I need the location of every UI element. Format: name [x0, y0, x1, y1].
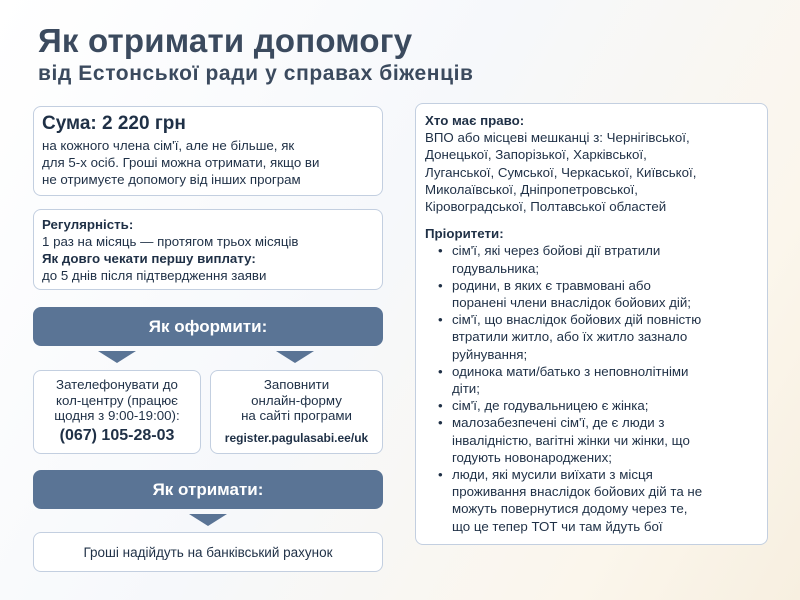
priority-item — [425, 277, 758, 311]
amount-line: на кожного члена сім'ї, але не більше, як — [42, 138, 295, 153]
priority-line: • сім'ї, де годувальницею є жінка; — [452, 398, 649, 414]
priorities-heading: Пріоритети: — [425, 226, 504, 242]
phone-number[interactable]: (067) 105-28-03 — [59, 426, 175, 444]
arrow-down-icon — [189, 514, 227, 526]
priority-line: що це тепер ТОТ чи там йдуть бої — [452, 518, 663, 534]
page-title: Як отримати допомогу — [38, 22, 413, 59]
call-line: щодня з 9:00-19:00): — [54, 408, 180, 423]
bank-account-text: Гроші надійдуть на банківський рахунок — [83, 544, 333, 560]
online-form-card — [210, 370, 383, 454]
priority-line: інвалідністю, вагітні жінки чи жінки, що — [452, 432, 690, 448]
eligibility-card — [415, 103, 768, 545]
eligibility-line: Донецької, Запорізької, Харківської, — [425, 147, 647, 163]
priority-item — [425, 242, 758, 276]
priority-line: годувальника; — [452, 260, 540, 276]
priority-line: • люди, які мусили виїхати з місця — [452, 467, 653, 483]
amount-heading: Сума: 2 220 грн — [42, 113, 186, 134]
how-to-apply-banner: Як оформити: — [33, 307, 383, 346]
eligibility-line: Миколаївської, Дніпропетровської, — [425, 181, 638, 197]
regularity-value: 1 раз на місяць — протягом трьох місяців — [42, 234, 299, 249]
priority-item — [425, 363, 758, 397]
priority-line: • родини, в яких є травмовані або — [452, 277, 651, 293]
priority-line: • сім'ї, що внаслідок бойових дій повністю — [452, 312, 702, 328]
registration-link[interactable]: register.pagulasabi.ee/uk — [224, 430, 369, 445]
priority-line: проживання внаслідок бойових дій та не — [452, 484, 703, 500]
priority-line: годують новонароджених; — [452, 449, 612, 465]
priorities-list — [425, 242, 758, 534]
amount-card — [33, 106, 383, 196]
arrow-down-icon — [276, 351, 314, 363]
priority-line: • малозабезпечені сім'ї, де є люди з — [452, 415, 665, 431]
priority-item — [425, 311, 758, 363]
priority-line: можуть повернутися додому через те, — [452, 501, 688, 517]
eligibility-heading: Хто має право: — [425, 113, 525, 128]
amount-line: для 5-х осіб. Гроші можна отримати, якщо ви — [42, 155, 320, 170]
call-line: Зателефонувати до — [56, 377, 178, 392]
priority-line: діти; — [452, 381, 480, 397]
regularity-card — [33, 209, 383, 290]
priority-line: втратили житло, або їх житло зазнало — [452, 329, 688, 345]
priority-item — [425, 397, 758, 414]
amount-line: не отримуєте допомогу від інших програм — [42, 172, 301, 187]
eligibility-line: Луганської, Сумської, Черкаської, Київської, — [425, 164, 697, 180]
bank-account-card — [33, 532, 383, 572]
priority-line: • сім'ї, які через бойові дії втратили — [452, 243, 661, 259]
regularity-label: Регулярність: — [42, 217, 134, 232]
call-center-card — [33, 370, 201, 454]
page-subtitle: від Естонської ради у справах біженців — [38, 62, 474, 85]
wait-value: до 5 днів після підтвердження заяви — [42, 268, 267, 283]
eligibility-line: ВПО або місцеві мешканці з: Чернігівської, — [425, 130, 690, 146]
eligibility-line: Кіровоградської, Полтавської областей — [425, 199, 667, 215]
amount-description — [42, 137, 374, 188]
call-line: кол-центру (працює — [56, 392, 178, 408]
how-to-receive-banner: Як отримати: — [33, 470, 383, 509]
form-line: Заповнити — [263, 377, 330, 392]
priority-item — [425, 414, 758, 466]
priority-line: • одинока мати/батько з неповнолітніми — [452, 363, 689, 379]
form-line: на сайті програми — [241, 408, 352, 423]
form-line: онлайн-форму — [251, 392, 342, 408]
wait-label: Як довго чекати першу виплату: — [42, 251, 256, 266]
priority-item — [425, 466, 758, 535]
arrow-down-icon — [98, 351, 136, 363]
priority-line: поранені члени внаслідок бойових дій; — [452, 295, 691, 311]
priority-line: руйнування; — [452, 346, 528, 362]
